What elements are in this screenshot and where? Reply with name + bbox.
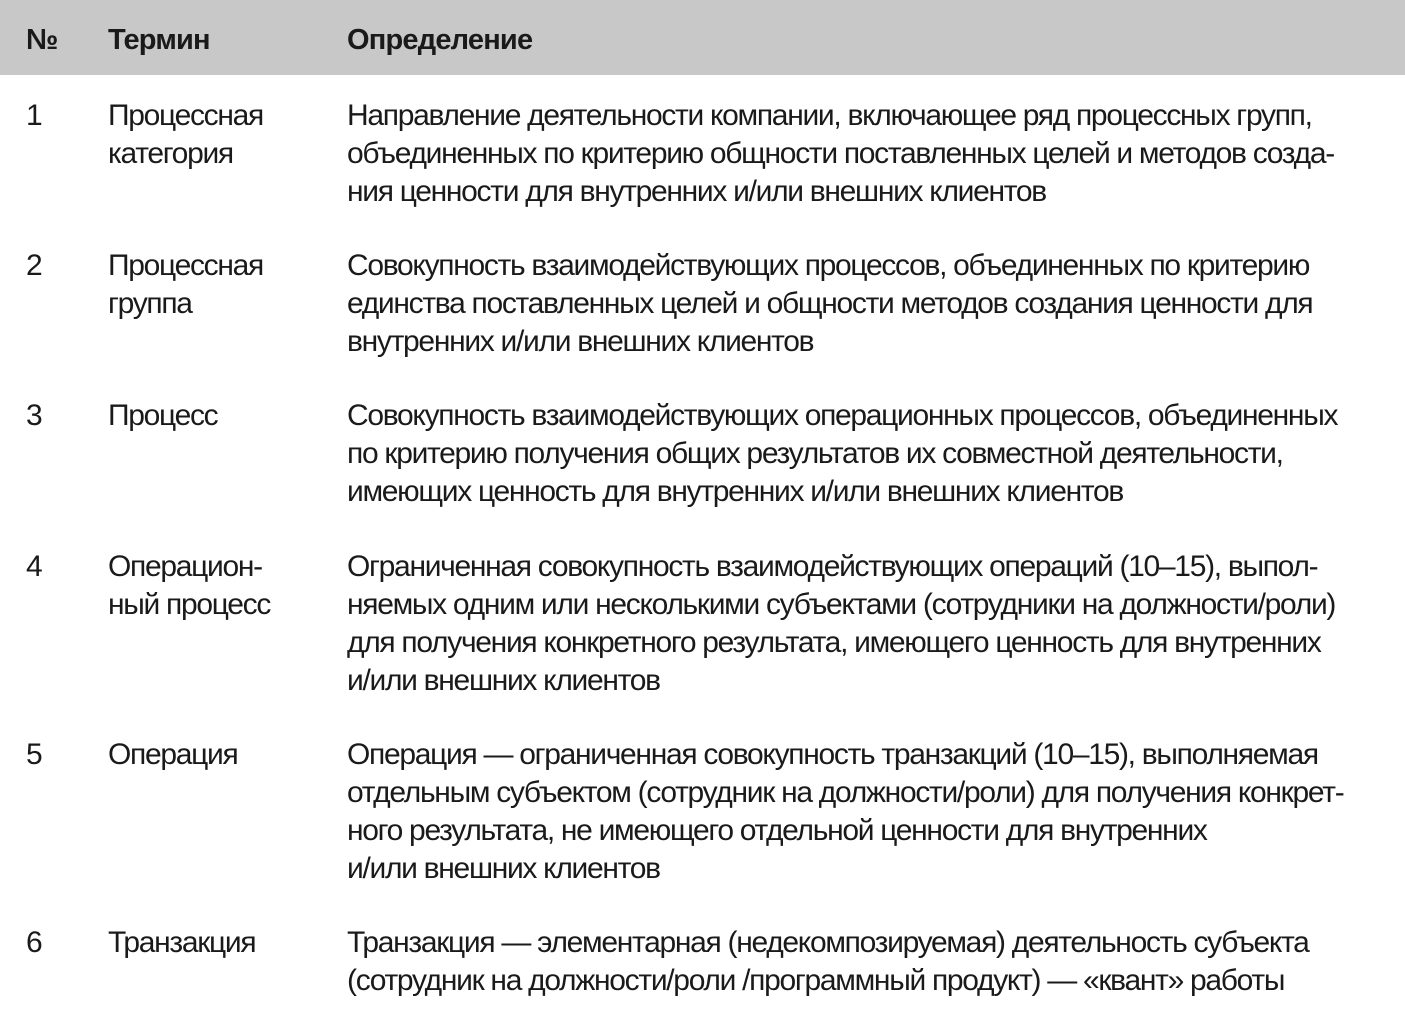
definition-line: имеющих ценность для внутренних и/или внешних клиентов xyxy=(347,475,1123,508)
table-header xyxy=(0,0,1405,75)
term-line: Процессная xyxy=(108,99,263,132)
row-definition xyxy=(347,97,1387,211)
row-definition xyxy=(347,247,1387,361)
definition-line: (сотрудник на должности/роли /программный продукт) — «квант» работы xyxy=(347,964,1285,997)
header-definition: Определение xyxy=(347,24,533,56)
header-number: № xyxy=(26,24,58,56)
row-term xyxy=(108,548,333,624)
definition-line: Направление деятельности компании, включающее ряд процессных групп, xyxy=(347,99,1312,132)
definition-line: и/или внешних клиентов xyxy=(347,852,660,885)
definition-line: Совокупность взаимодействующих операционных процессов, объединенных xyxy=(347,399,1338,432)
row-number: 1 xyxy=(26,99,42,132)
term-line: Процесс xyxy=(108,399,218,432)
term-line: ный процесс xyxy=(108,588,271,621)
term-line: Операцион- xyxy=(108,550,262,583)
definition-line: внутренних и/или внешних клиентов xyxy=(347,325,814,358)
definition-line: объединенных по критерию общности поставленных целей и методов созда- xyxy=(347,137,1334,170)
row-definition xyxy=(347,397,1387,511)
definition-line: ния ценности для внутренних и/или внешних клиентов xyxy=(347,175,1046,208)
row-definition xyxy=(347,924,1387,1000)
row-term xyxy=(108,397,333,435)
term-line: категория xyxy=(108,137,233,170)
definition-line: ного результата, не имеющего отдельной ценности для внутренних xyxy=(347,814,1207,847)
term-line: группа xyxy=(108,287,192,320)
definition-line: отдельным субъектом (сотрудник на должности/роли) для получения конкрет- xyxy=(347,776,1344,809)
row-term xyxy=(108,736,333,774)
row-number: 4 xyxy=(26,550,42,583)
row-term xyxy=(108,924,333,962)
row-definition xyxy=(347,548,1387,700)
header-term: Термин xyxy=(108,24,210,56)
definition-line: единства поставленных целей и общности методов создания ценности для xyxy=(347,287,1313,320)
row-number: 2 xyxy=(26,249,42,282)
row-definition xyxy=(347,736,1387,888)
term-line: Процессная xyxy=(108,249,263,282)
definition-line: няемых одним или несколькими субъектами (сотрудники на должности/роли) xyxy=(347,588,1336,621)
definition-line: Операция — ограниченная совокупность транзакций (10–15), выполняемая xyxy=(347,738,1318,771)
row-term xyxy=(108,97,333,173)
row-term xyxy=(108,247,333,323)
term-line: Операция xyxy=(108,738,238,771)
definition-line: по критерию получения общих результатов их совместной деятельности, xyxy=(347,437,1283,470)
definition-line: Ограниченная совокупность взаимодействующих операций (10–15), выпол- xyxy=(347,550,1318,583)
row-number: 5 xyxy=(26,738,42,771)
term-line: Транзакция xyxy=(108,926,256,959)
definition-line: Совокупность взаимодействующих процессов, объединенных по критерию xyxy=(347,249,1310,282)
row-number: 3 xyxy=(26,399,42,432)
definition-line: Транзакция — элементарная (недекомпозируемая) деятельность субъекта xyxy=(347,926,1309,959)
definition-line: для получения конкретного результата, имеющего ценность для внутренних xyxy=(347,626,1321,659)
definition-line: и/или внешних клиентов xyxy=(347,664,660,697)
row-number: 6 xyxy=(26,926,42,959)
